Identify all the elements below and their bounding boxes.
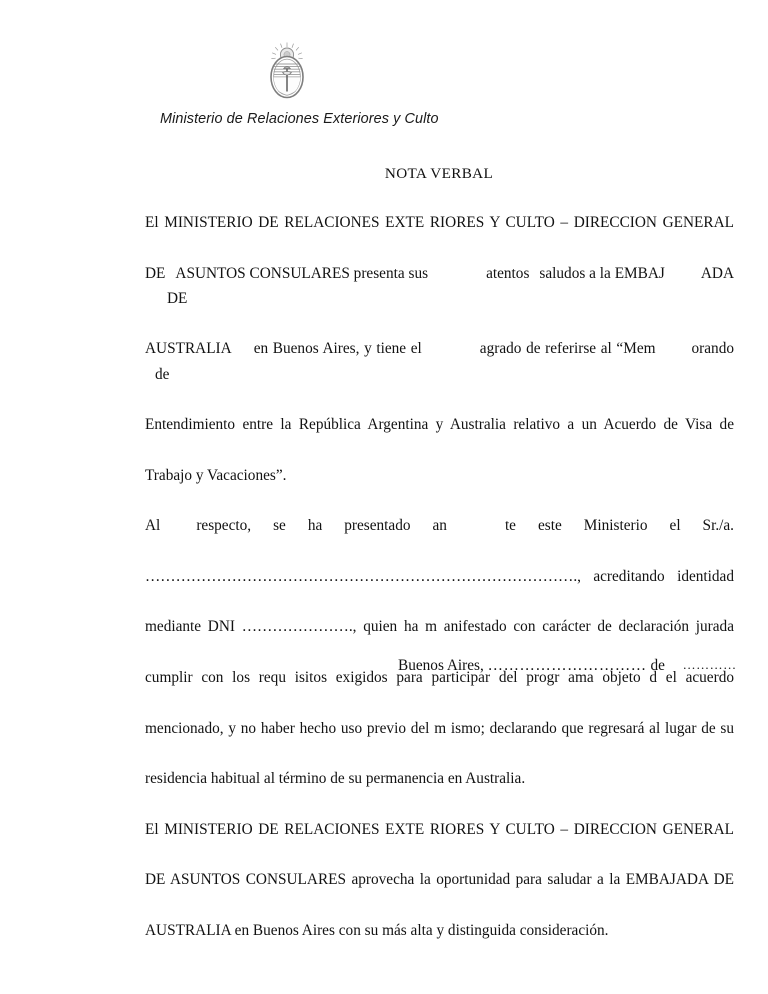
argentine-coat-of-arms-icon — [262, 41, 312, 103]
text-line — [145, 817, 734, 868]
text-run: Ministerio — [583, 517, 648, 535]
text-line — [145, 564, 734, 615]
document-body — [145, 210, 734, 943]
text-run: Trabajo y Vacaciones”. — [145, 466, 287, 484]
text-line — [145, 513, 734, 564]
paragraph-salutation — [145, 210, 734, 488]
date-connector: de — [650, 657, 665, 674]
text-run: cumplir con los requ isitos exigidos para participar del progr ama objeto d el acuerdo — [145, 669, 734, 687]
date-year-blank[interactable]: ………… — [682, 657, 737, 672]
text-run: AUSTRALIA — [145, 340, 232, 358]
date-city: Buenos Aires, — [398, 657, 484, 674]
text-line — [145, 766, 734, 791]
text-run: DE — [145, 264, 166, 282]
text-run: residencia habitual al término de su permanencia en Australia. — [145, 770, 526, 788]
text-run: AUSTRALIA en Buenos Aires con su más alta y distinguida consideración. — [145, 921, 609, 939]
text-run: de — [155, 365, 170, 383]
document-title: NOTA VERBAL — [384, 165, 494, 182]
text-run: DE — [167, 289, 188, 307]
text-line — [145, 463, 734, 488]
text-run: …………………………………………………………………………., acreditando identidad — [145, 567, 734, 585]
ministry-name: Ministerio de Relaciones Exteriores y Culto — [160, 111, 439, 127]
text-run: este — [537, 517, 562, 535]
text-run: ADA — [700, 264, 734, 282]
date-line — [398, 652, 737, 678]
text-line — [145, 867, 734, 918]
paragraph-closing — [145, 817, 734, 943]
text-run: orando — [691, 340, 734, 358]
text-line — [145, 716, 734, 767]
text-run: el Sr./a. — [669, 517, 735, 535]
text-run: te — [504, 517, 516, 535]
text-line — [145, 210, 734, 261]
text-line — [145, 918, 734, 943]
date-day-blank[interactable]: ………………………… — [487, 657, 647, 674]
text-run: respecto, se ha presentado an — [196, 517, 447, 535]
text-run: saludos a la EMBAJ — [539, 264, 665, 282]
text-run: Al — [145, 517, 161, 535]
text-run: El MINISTERIO DE RELACIONES EXTE RIORES Y CULTO – DIRECCION GENERAL — [145, 820, 734, 838]
text-run: en Buenos Aires, y tiene el — [253, 340, 422, 358]
text-run: mencionado, y no haber hecho uso previo del m ismo; declarando que regresará al lugar de su — [145, 719, 734, 737]
text-run: El MINISTERIO DE RELACIONES EXTE RIORES Y CULTO – DIRECCION GENERAL — [145, 214, 734, 231]
text-run: Entendimiento entre la República Argentina y Australia relativo a un Acuerdo de Visa de — [145, 416, 734, 434]
text-run: mediante DNI …………………., quien ha m anifestado con carácter de declaración jurada — [145, 618, 734, 636]
text-run: agrado de referirse al “Mem — [479, 340, 656, 358]
text-line — [145, 412, 734, 463]
text-line — [145, 336, 734, 412]
text-line — [145, 261, 734, 337]
text-run: atentos — [486, 264, 530, 282]
text-run: ASUNTOS CONSULARES presenta sus — [175, 264, 429, 282]
text-run: DE ASUNTOS CONSULARES aprovecha la oportunidad para saludar a la EMBAJADA DE — [145, 871, 734, 889]
